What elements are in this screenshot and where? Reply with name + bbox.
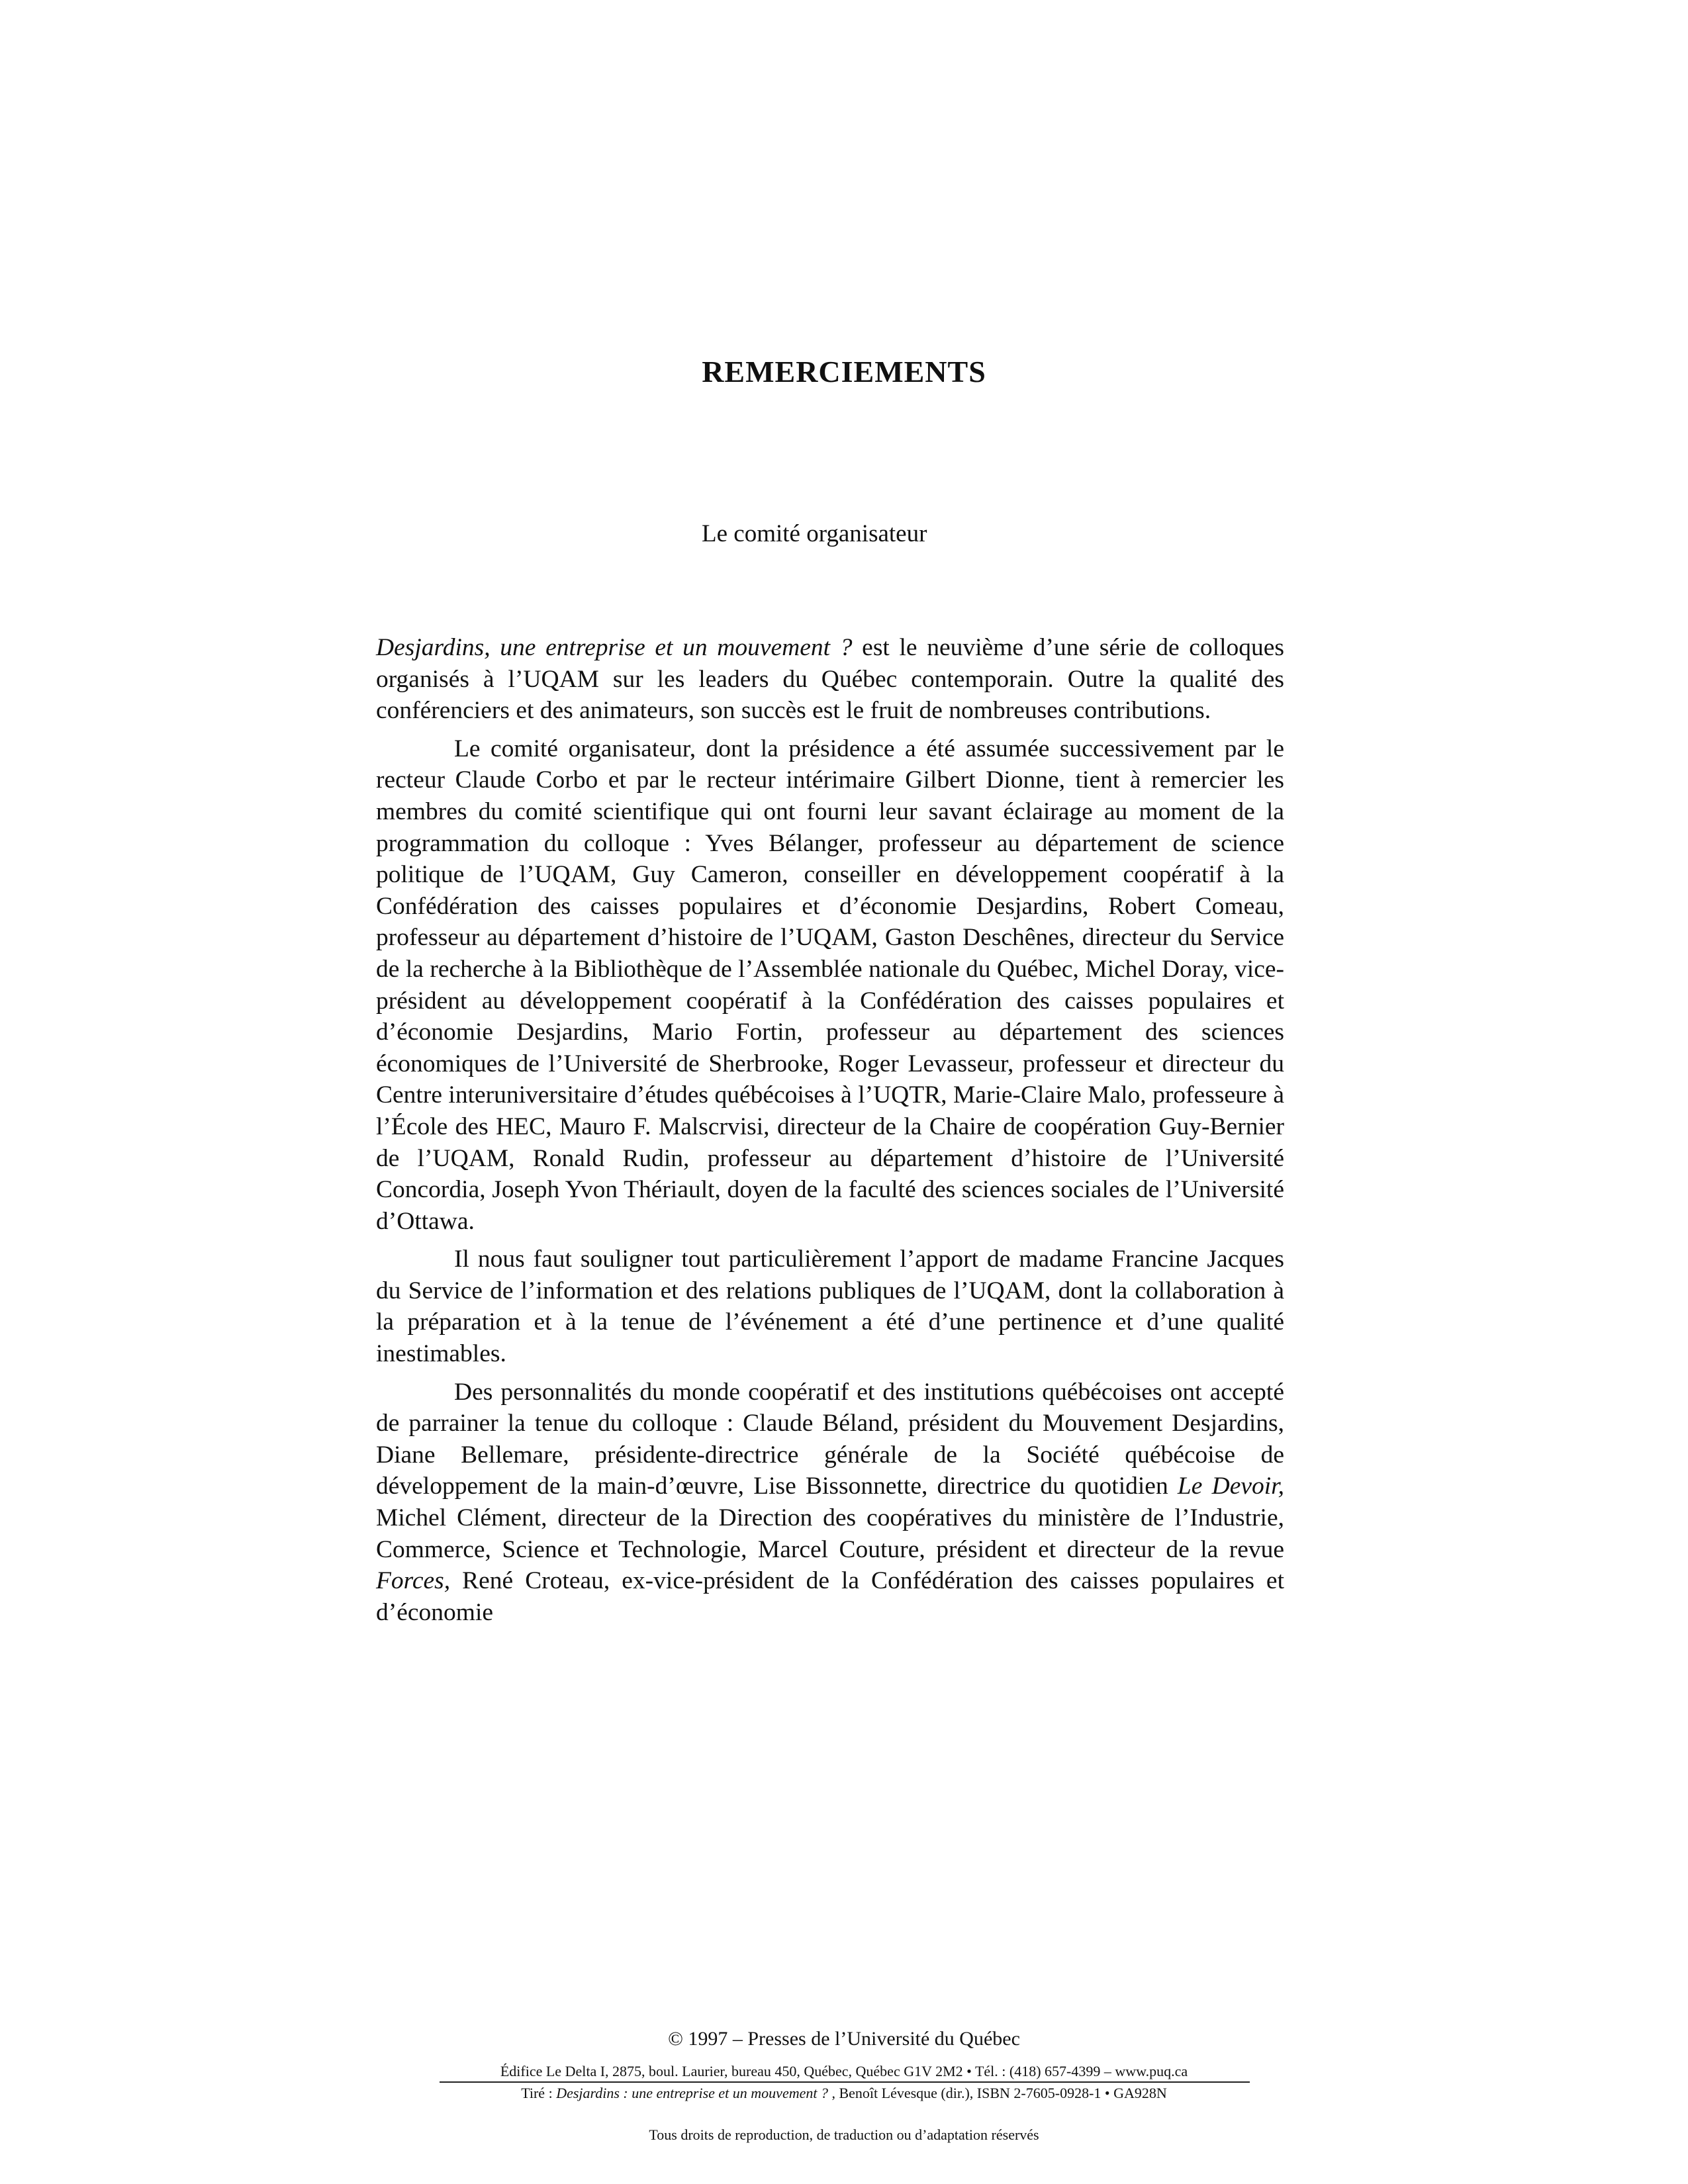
- footer-source: [0, 2085, 1688, 2102]
- footer-source-title: Desjardins : une entreprise et un mouvement ?: [556, 2085, 828, 2101]
- footer-copyright: © 1997 – Presses de l’Université du Québec: [668, 2028, 1020, 2050]
- paragraph-4-seg2: Michel Clément, directeur de la Direction des coopératives du ministère de l’Industrie, Commerce, Science et Technologie, Marcel Couture, président et directeur de la revue: [376, 1504, 1284, 1563]
- footer-address: Édifice Le Delta I, 2875, boul. Laurier, bureau 450, Québec, Québec G1V 2M2 • Tél. : (418) 657-4399 – www.puq.ca: [500, 2063, 1188, 2079]
- body-text: [376, 632, 1284, 1635]
- paragraph-1-text: est le neuvième d’une série de colloques organisés à l’UQAM sur les leaders du Québec contemporain. Outre la qualité des conférenciers et des animateurs, son succès est le fruit de nombreuses contributions.: [376, 634, 1284, 725]
- paragraph-2: Le comité organisateur, dont la présidence a été assumée successivement par le recteur Claude Corbo et par le recteur intérimaire Gilbert Dionne, tient à remercier les membres du comité scientifique qui ont fourni leur savant éclairage au moment de la programmation du colloque : Yves Bélanger, professeur au département de science politique de l’UQAM, Guy Cameron, conseiller en développement coopératif à la Confédération des caisses populaires et d’économie Desjardins, Robert Comeau, professeur au département d’histoire de l’UQAM, Gaston Deschênes, directeur du Service de la recherche à la Bibliothèque de l’Assemblée nationale du Québec, Michel Doray, vice-président au développement coopératif à la Confédération des caisses populaires et d’économie Desjardins, Mario Fortin, professeur au département des sciences économiques de l’Université de Sherbrooke, Roger Levasseur, professeur et directeur du Centre interuniversitaire d’études québécoises à l’UQTR, Marie-Claire Malo, professeure à l’École des HEC, Mauro F. Malscrvisi, directeur de la Chaire de coopération Guy-Bernier de l’UQAM, Ronald Rudin, professeur au département d’histoire de l’Université Concordia, Joseph Yvon Thériault, doyen de la faculté des sciences sociales de l’Université d’Ottawa.: [376, 735, 1284, 1235]
- footer-rights: Tous droits de reproduction, de traduction ou d’adaptation réservés: [649, 2126, 1039, 2143]
- paragraph-1: [376, 632, 1284, 727]
- footer-divider: [440, 2081, 1250, 2083]
- paragraph-4-seg1: Des personnalités du monde coopératif et des institutions québécoises ont accepté de parrainer la tenue du colloque : Claude Béland, président du Mouvement Desjardins, Diane Bellemare, présidente-directrice générale de la Société québécoise de développement de la main-d’œuvre, Lise Bissonnette, directrice du quotidien: [376, 1378, 1284, 1500]
- paragraph-3: Il nous faut souligner tout particulièrement l’apport de madame Francine Jacques du Service de l’information et des relations publiques de l’UQAM, dont la collaboration à la préparation et à la tenue de l’événement a été d’une pertinence et d’une qualité inestimables.: [376, 1246, 1284, 1368]
- page-subtitle: Le comité organisateur: [702, 520, 927, 547]
- book-title-italic: Desjardins, une entreprise et un mouvement ?: [376, 634, 853, 661]
- newspaper-title-italic: Le Devoir,: [1177, 1473, 1284, 1500]
- paragraph-4-seg3: René Croteau, ex-vice-président de la Confédération des caisses populaires et d’économie: [376, 1567, 1284, 1626]
- paragraph-4: [376, 1377, 1284, 1629]
- page-title: REMERCIEMENTS: [702, 355, 986, 388]
- footer-source-suffix: , Benoît Lévesque (dir.), ISBN 2-7605-0928-1 • GA928N: [827, 2085, 1167, 2101]
- journal-title-italic: Forces,: [376, 1567, 451, 1595]
- footer-source-prefix: Tiré :: [521, 2085, 557, 2101]
